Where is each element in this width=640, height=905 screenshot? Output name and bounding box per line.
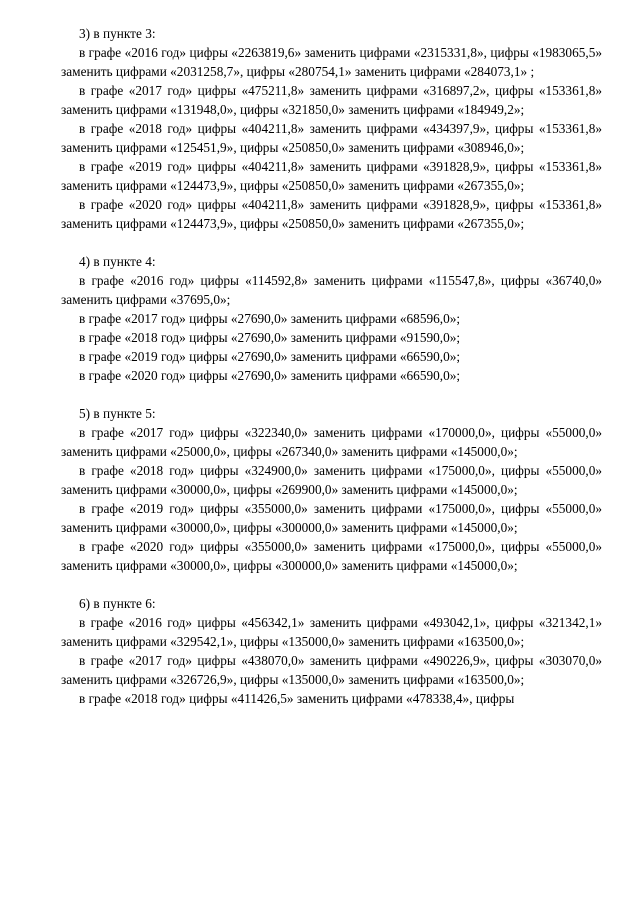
section-item-3	[61, 24, 602, 233]
paragraph: в графе «2017 год» цифры «438070,0» заменить цифрами «490226,9», цифры «303070,0» заменить цифрами «326726,9», цифры «135000,0» заменить цифрами «163500,0»;	[61, 653, 602, 687]
paragraph: в графе «2016 год» цифры «114592,8» заменить цифрами «115547,8», цифры «36740,0» заменить цифрами «37695,0»;	[61, 273, 602, 307]
paragraph: в графе «2018 год» цифры «27690,0» заменить цифрами «91590,0»;	[79, 330, 461, 345]
paragraph: в графе «2017 год» цифры «27690,0» заменить цифрами «68596,0»;	[79, 311, 461, 326]
paragraph: в графе «2016 год» цифры «456342,1» заменить цифрами «493042,1», цифры «321342,1» заменить цифрами «329542,1», цифры «135000,0» заменить цифрами «163500,0»;	[61, 615, 602, 649]
paragraph: в графе «2017 год» цифры «322340,0» заменить цифрами «170000,0», цифры «55000,0» заменить цифрами «25000,0», цифры «267340,0» заменить цифрами «145000,0»;	[61, 425, 602, 459]
paragraph: в графе «2017 год» цифры «475211,8» заменить цифрами «316897,2», цифры «153361,8» заменить цифрами «131948,0», цифры «321850,0» заменить цифрами «184949,2»;	[61, 83, 602, 117]
paragraph: в графе «2020 год» цифры «404211,8» заменить цифрами «391828,9», цифры «153361,8» заменить цифрами «124473,9», цифры «250850,0» заменить цифрами «267355,0»;	[61, 197, 602, 231]
section-heading: 6) в пункте 6:	[79, 596, 156, 611]
paragraph: в графе «2019 год» цифры «404211,8» заменить цифрами «391828,9», цифры «153361,8» заменить цифрами «124473,9», цифры «250850,0» заменить цифрами «267355,0»;	[61, 159, 602, 193]
section-item-4	[61, 252, 602, 385]
paragraph: в графе «2016 год» цифры «2263819,6» заменить цифрами «2315331,8», цифры «1983065,5» заменить цифрами «2031258,7», цифры «280754,1» заменить цифрами «284073,1» ;	[61, 45, 602, 79]
section-heading: 3) в пункте 3:	[79, 26, 156, 41]
section-item-5	[61, 404, 602, 575]
paragraph: в графе «2020 год» цифры «355000,0» заменить цифрами «175000,0», цифры «55000,0» заменить цифрами «30000,0», цифры «300000,0» заменить цифрами «145000,0»;	[61, 539, 602, 573]
section-item-6	[61, 594, 602, 708]
document-page	[61, 24, 602, 708]
paragraph: в графе «2018 год» цифры «411426,5» заменить цифрами «478338,4», цифры	[79, 691, 515, 706]
paragraph: в графе «2019 год» цифры «355000,0» заменить цифрами «175000,0», цифры «55000,0» заменить цифрами «30000,0», цифры «300000,0» заменить цифрами «145000,0»;	[61, 501, 602, 535]
paragraph: в графе «2018 год» цифры «404211,8» заменить цифрами «434397,9», цифры «153361,8» заменить цифрами «125451,9», цифры «250850,0» заменить цифрами «308946,0»;	[61, 121, 602, 155]
section-heading: 5) в пункте 5:	[79, 406, 156, 421]
paragraph: в графе «2018 год» цифры «324900,0» заменить цифрами «175000,0», цифры «55000,0» заменить цифрами «30000,0», цифры «269900,0» заменить цифрами «145000,0»;	[61, 463, 602, 497]
paragraph: в графе «2020 год» цифры «27690,0» заменить цифрами «66590,0»;	[79, 368, 461, 383]
paragraph: в графе «2019 год» цифры «27690,0» заменить цифрами «66590,0»;	[79, 349, 461, 364]
section-heading: 4) в пункте 4:	[79, 254, 156, 269]
